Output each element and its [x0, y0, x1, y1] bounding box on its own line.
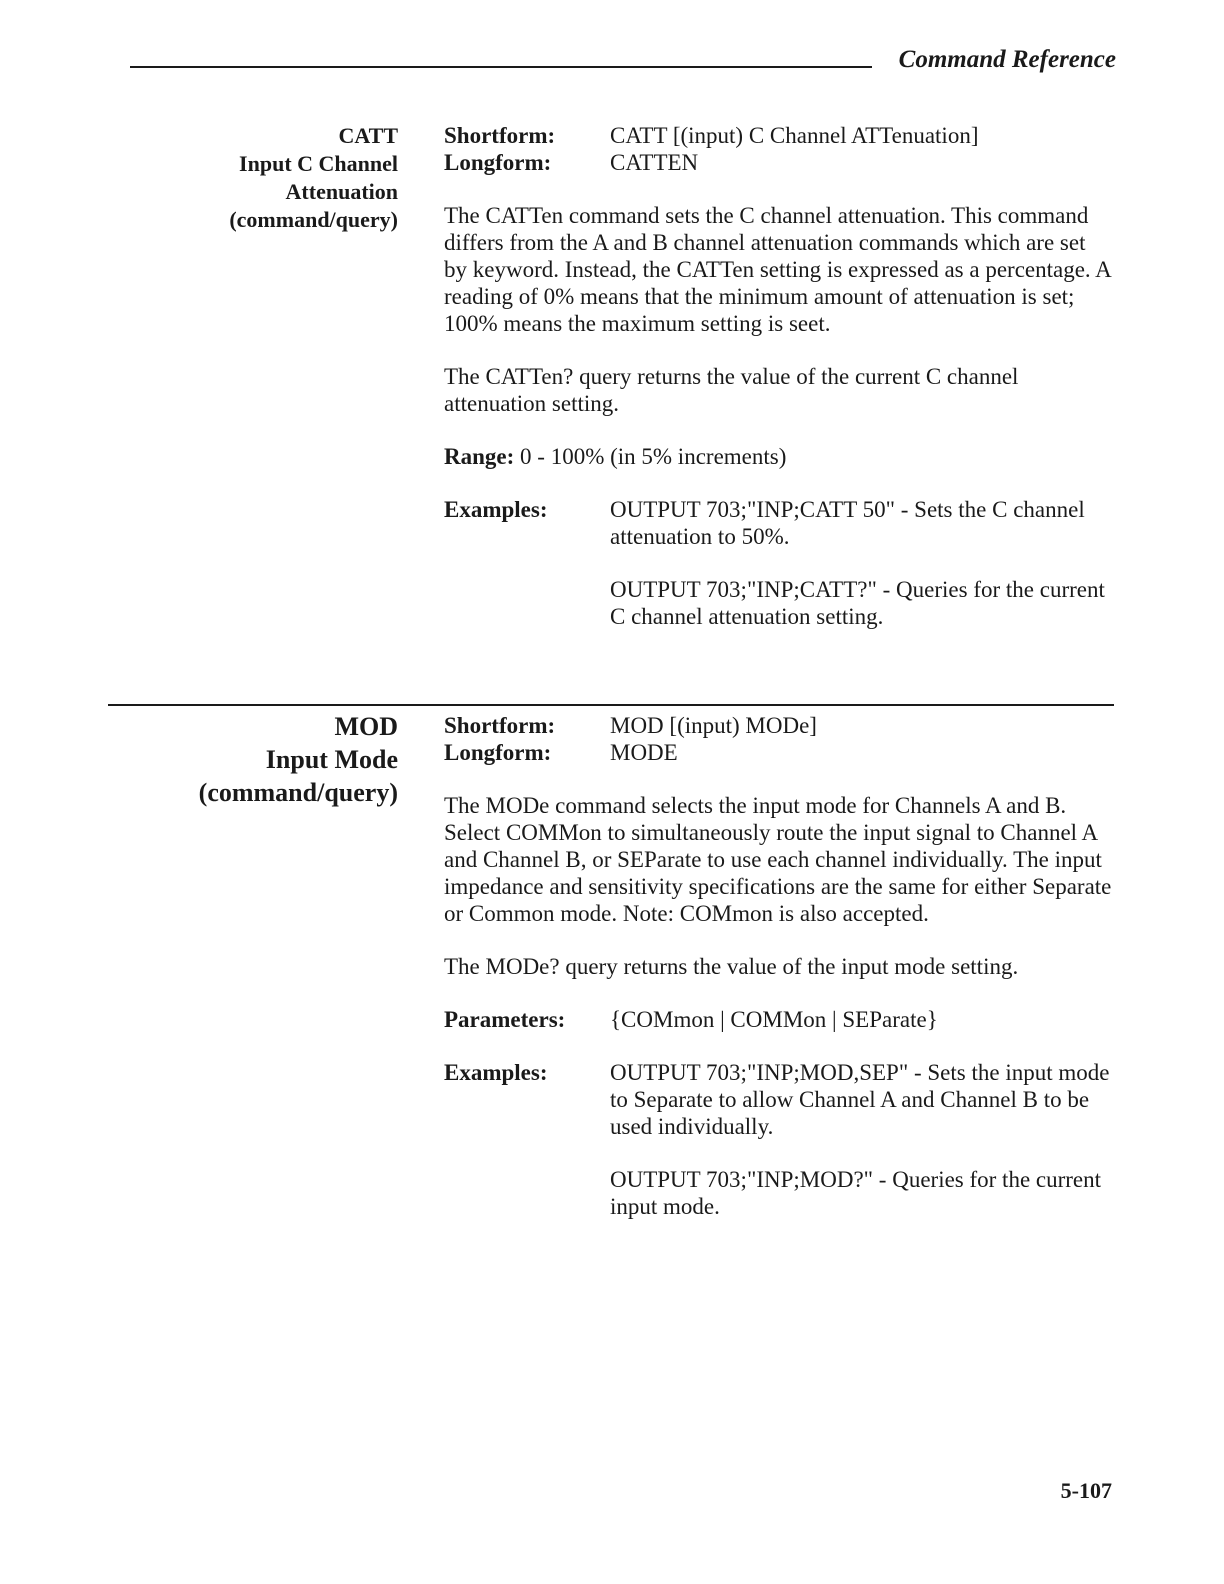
range-value: 0 - 100% (in 5% increments) — [520, 444, 787, 469]
mod-side-heading — [199, 710, 398, 809]
shortform-label: Shortform: — [444, 123, 556, 148]
shortform-value: CATT [(input) C Channel ATTenuation] — [610, 123, 979, 148]
query-paragraph: The CATTen? query returns the value of the current C channel attenuation setting. — [444, 364, 1019, 416]
shortform-row — [444, 712, 1114, 739]
description-paragraph: The MODe command selects the input mode for Channels A and B. Select COMMon to simultaneously route the input signal to Channel A and Channel B, or SEParate to use each channel individually. The input impedance and sensitivity specifications are the same for either Separate or Common mode. Note: COMmon is also accepted. — [444, 793, 1112, 926]
examples-row — [444, 1059, 1114, 1220]
mod-body — [444, 712, 1114, 1220]
command-title-line: Attenuation — [285, 179, 398, 204]
command-type: (command/query) — [229, 207, 398, 232]
description-paragraph: The CATTen command sets the C channel attenuation. This command differs from the A and B channel attenuation commands which are set by keyword. Instead, the CATTen setting is expressed as a percentage. A reading of 0% means that the minimum amount of attenuation is set; 100% means the maximum setting is seet. — [444, 203, 1111, 336]
command-title-line: Input Mode — [265, 745, 398, 774]
longform-row — [444, 149, 1114, 176]
examples-row — [444, 496, 1114, 630]
parameters-row — [444, 1006, 1114, 1033]
shortform-label: Shortform: — [444, 713, 556, 738]
longform-value: CATTEN — [610, 150, 699, 175]
example-item: OUTPUT 703;"INP;CATT?" - Queries for the current C channel attenuation setting. — [610, 577, 1105, 629]
command-title-line: Input C Channel — [239, 151, 398, 176]
example-item: OUTPUT 703;"INP;CATT 50" - Sets the C channel attenuation to 50%. — [610, 497, 1085, 549]
examples-label: Examples: — [444, 1060, 548, 1085]
parameters-label: Parameters: — [444, 1007, 566, 1032]
shortform-value: MOD [(input) MODe] — [610, 713, 817, 738]
section-divider — [108, 704, 1114, 706]
command-name: CATT — [338, 123, 398, 148]
catt-body — [444, 122, 1114, 630]
command-type: (command/query) — [198, 778, 398, 807]
range-label: Range: — [444, 444, 515, 469]
longform-value: MODE — [610, 740, 678, 765]
command-name: MOD — [334, 712, 398, 741]
query-paragraph: The MODe? query returns the value of the input mode setting. — [444, 954, 1019, 979]
longform-label: Longform: — [444, 740, 552, 765]
parameters-value: {COMmon | COMMon | SEParate} — [610, 1007, 938, 1032]
page-number: 5-107 — [1060, 1478, 1112, 1503]
examples-label: Examples: — [444, 497, 548, 522]
shortform-row — [444, 122, 1114, 149]
header-rule — [130, 66, 872, 68]
catt-side-heading — [229, 122, 398, 234]
example-item: OUTPUT 703;"INP;MOD?" - Queries for the current input mode. — [610, 1167, 1102, 1219]
range-line — [444, 443, 1114, 470]
running-header: Command Reference — [898, 46, 1116, 73]
longform-label: Longform: — [444, 150, 552, 175]
longform-row — [444, 739, 1114, 766]
example-item: OUTPUT 703;"INP;MOD,SEP" - Sets the input mode to Separate to allow Channel A and Channel B to be used individually. — [610, 1060, 1110, 1139]
